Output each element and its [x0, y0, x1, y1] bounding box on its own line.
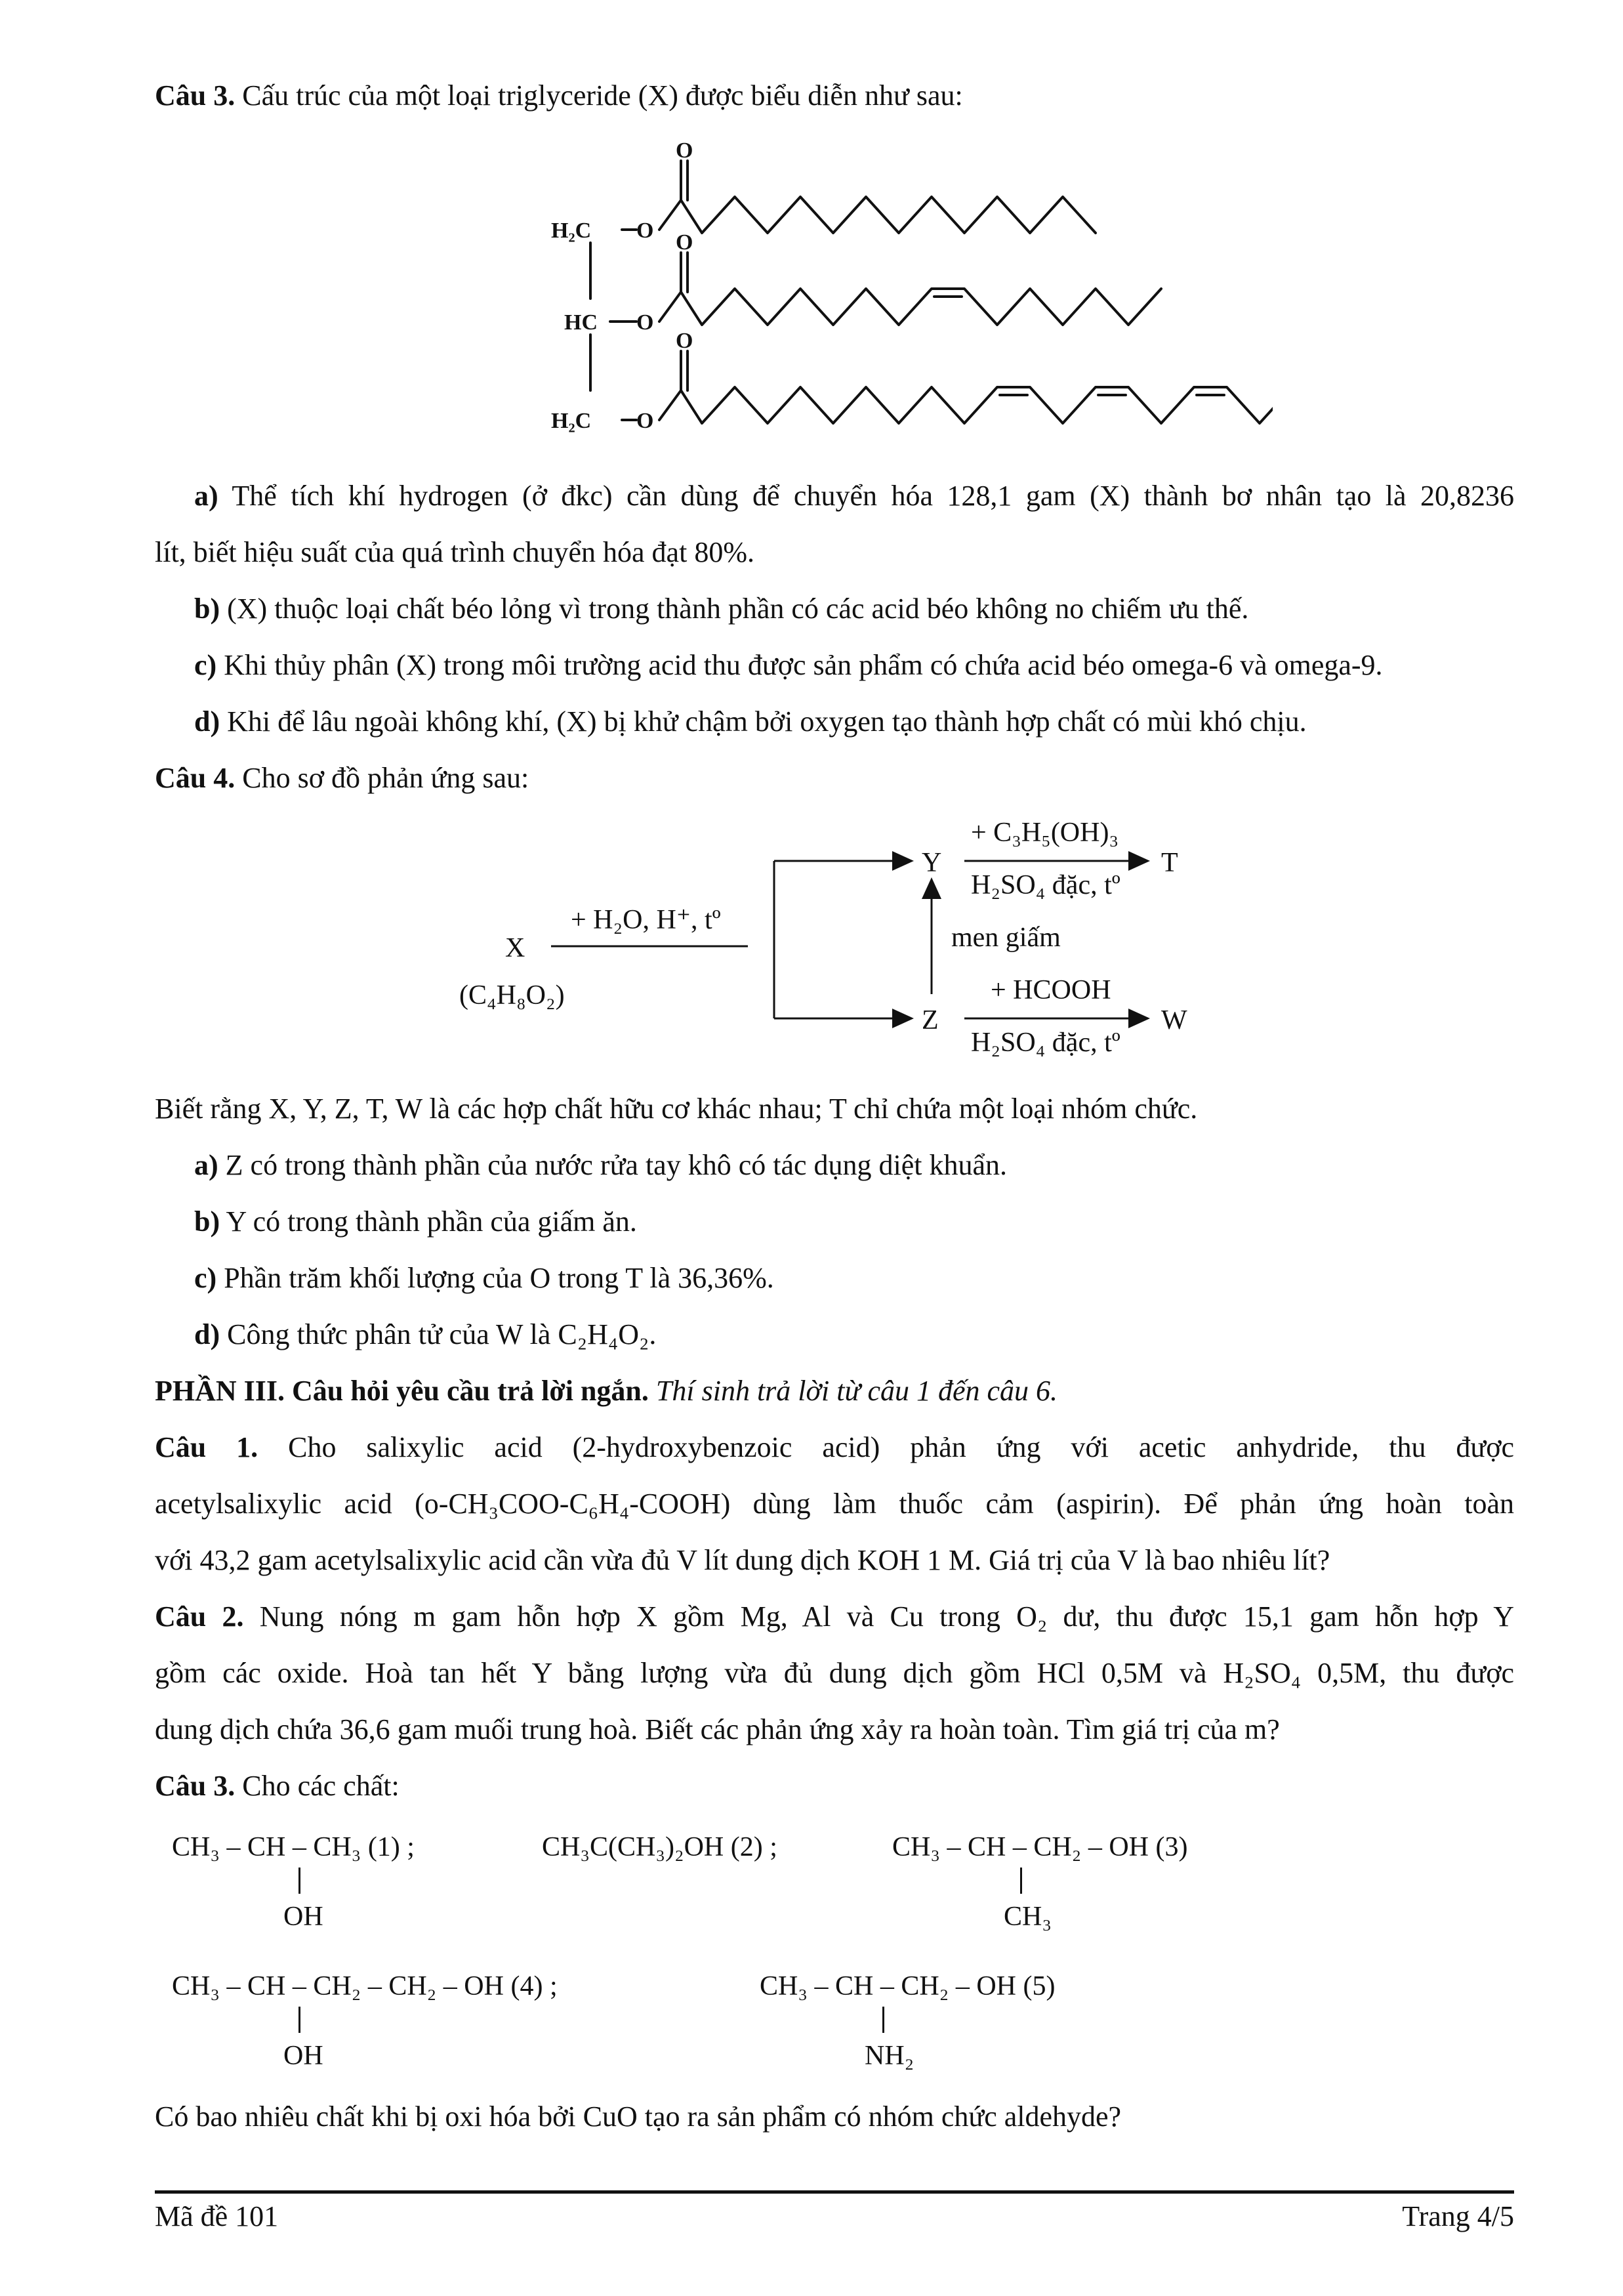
- q4-b-text: Y có trong thành phần của giấm ăn.: [226, 1205, 637, 1238]
- p3q2-line2: gồm các oxide. Hoà tan hết Y bằng lượng vừa đủ dung dịch gồm HCl 0,5M và H₂SO₄ 0,5M, thu được: [155, 1657, 1514, 1689]
- compound-4-substituent: OH: [283, 2041, 323, 2071]
- compound-3-bond: [1020, 1868, 1022, 1894]
- reaction-scheme: [446, 807, 1233, 1083]
- compound-4-bond: [298, 2007, 300, 2033]
- row3-carbonyl-oxygen: O: [676, 329, 693, 353]
- q4-stem: [155, 760, 529, 797]
- q3-a-text1: Thể tích khí hydrogen (ở đkc) cần dùng để chuyển hóa 128,1 gam (X) thành bơ nhân tạo là 20,8236: [232, 480, 1514, 512]
- p3q1-line2: acetylsalixylic acid (o-CH₃COO-C₆H₄-COOH) dùng làm thuốc cảm (aspirin). Để phản ứng hoàn toàn: [155, 1488, 1514, 1520]
- q4-option-d: [194, 1316, 656, 1353]
- p3q1-text1: Cho salixylic acid (2-hydroxybenzoic acid) phản ứng với acetic anhydride, thu được: [288, 1431, 1515, 1463]
- row2-ester-oxygen: O: [636, 310, 654, 335]
- q3-b-text: (X) thuộc loại chất béo lỏng vì trong thành phần có các acid béo không no chiếm ưu thế.: [227, 593, 1249, 625]
- scheme-z: Z: [922, 1005, 939, 1035]
- footer-divider: [155, 2190, 1514, 2194]
- q3-d-text: Khi để lâu ngoài không khí, (X) bị khử chậm bởi oxygen tạo thành hợp chất có mùi khó chịu.: [227, 705, 1307, 738]
- part3-heading: PHẦN III. Câu hỏi yêu cầu trả lời ngắn.: [155, 1375, 649, 1407]
- p3q1-label: Câu 1.: [155, 1431, 258, 1463]
- scheme-enzyme: men giấm: [951, 923, 1061, 953]
- scheme-x: X: [505, 933, 525, 963]
- scheme-y-reagent-top: + C₃H₅(OH)₃: [971, 818, 1119, 848]
- q3-label: Câu 3.: [155, 79, 236, 112]
- q3-option-b: [194, 591, 1248, 627]
- compound-5-substituent: NH₂: [865, 2041, 914, 2071]
- triglyceride-structure: [538, 135, 1273, 449]
- q3-option-d: [194, 703, 1307, 740]
- footer-page-number: Trang 4/5: [1402, 2200, 1514, 2232]
- q4-option-b: [194, 1203, 637, 1240]
- compound-2: CH₃C(CH₃)₂OH (2) ;: [542, 1832, 777, 1862]
- part3-instruction: Thí sinh trả lời từ câu 1 đến câu 6.: [655, 1375, 1058, 1407]
- q4-c-text: Phần trăm khối lượng của O trong T là 36,36%.: [224, 1262, 774, 1294]
- q4-c-label: c): [194, 1262, 217, 1294]
- row2-carbon: HC: [564, 310, 598, 335]
- compound-3: CH₃ – CH – CH₂ – OH (3): [892, 1832, 1188, 1862]
- q3-option-c: [194, 647, 1383, 684]
- q4-option-c: [194, 1260, 774, 1297]
- q4-a-label: a): [194, 1149, 218, 1181]
- q3-c-text: Khi thủy phân (X) trong môi trường acid thu được sản phẩm có chứa acid béo omega-6 và omega-9.: [224, 649, 1383, 681]
- row3-carbon: H₂C: [551, 409, 592, 433]
- compound-1: CH₃ – CH – CH₃ (1) ;: [172, 1832, 415, 1862]
- p3q1-line1: [155, 1429, 1514, 1466]
- part3-header: [155, 1373, 1058, 1409]
- scheme-z-reagent-bottom: H₂SO₄ đặc, tº: [971, 1028, 1120, 1058]
- compound-5-bond: [882, 2007, 884, 2033]
- row1-ester-oxygen: O: [636, 219, 654, 243]
- row2-carbonyl-oxygen: O: [676, 230, 693, 255]
- scheme-z-reagent-top: + HCOOH: [991, 975, 1111, 1005]
- scheme-y-reagent-bottom: H₂SO₄ đặc, tº: [971, 870, 1120, 900]
- p3q1-line3: với 43,2 gam acetylsalixylic acid cần vừa đủ V lít dung dịch KOH 1 M. Giá trị của V là bao nhiêu lít?: [155, 1544, 1330, 1576]
- q3-text: Cấu trúc của một loại triglyceride (X) được biểu diễn như sau:: [242, 79, 963, 112]
- p3q2-line3: dung dịch chứa 36,6 gam muối trung hoà. Biết các phản ứng xảy ra hoàn toàn. Tìm giá trị của m?: [155, 1713, 1280, 1745]
- footer-exam-code: Mã đề 101: [155, 2200, 279, 2232]
- p3q2-text1: Nung nóng m gam hỗn hợp X gồm Mg, Al và Cu trong O₂ dư, thu được 15,1 gam hỗn hợp Y: [259, 1600, 1515, 1633]
- q4-text: Cho sơ đồ phản ứng sau:: [242, 762, 529, 794]
- q3-c-label: c): [194, 649, 217, 681]
- scheme-t: T: [1161, 848, 1178, 878]
- q3-option-a-line2: lít, biết hiệu suất của quá trình chuyển hóa đạt 80%.: [155, 536, 754, 568]
- q3-a-label: a): [194, 480, 218, 512]
- q4-a-text: Z có trong thành phần của nước rửa tay khô có tác dụng diệt khuẩn.: [225, 1149, 1008, 1181]
- p3q3-stem: [155, 1768, 400, 1805]
- compound-4: CH₃ – CH – CH₂ – CH₂ – OH (4) ;: [172, 1971, 558, 2001]
- row1-carbon: H₂C: [551, 219, 592, 243]
- q4-d-text: Công thức phân tử của W là C₂H₄O₂.: [227, 1318, 657, 1350]
- p3q3-question: Có bao nhiêu chất khi bị oxi hóa bởi CuO tạo ra sản phẩm có nhóm chức aldehyde?: [155, 2100, 1122, 2133]
- q3-d-label: d): [194, 705, 220, 738]
- p3q3-text: Cho các chất:: [242, 1770, 400, 1802]
- p3q3-label: Câu 3.: [155, 1770, 236, 1802]
- q4-label: Câu 4.: [155, 762, 236, 794]
- q4-b-label: b): [194, 1205, 220, 1238]
- scheme-x-reagent: + H₂O, H⁺, tº: [571, 905, 721, 935]
- p3q2-line1: [155, 1598, 1514, 1635]
- q3-option-a-line1: [194, 478, 1514, 514]
- scheme-x-formula: (C₄H₈O₂): [459, 980, 565, 1011]
- compound-5: CH₃ – CH – CH₂ – OH (5): [760, 1971, 1056, 2001]
- scheme-y: Y: [922, 848, 942, 878]
- q4-option-a: [194, 1147, 1007, 1184]
- q3-stem: [155, 77, 963, 114]
- q3-b-label: b): [194, 593, 220, 625]
- p3q2-label: Câu 2.: [155, 1600, 244, 1633]
- q4-note: Biết rằng X, Y, Z, T, W là các hợp chất hữu cơ khác nhau; T chỉ chứa một loại nhóm chức.: [155, 1093, 1198, 1125]
- compound-1-substituent: OH: [283, 1902, 323, 1932]
- q4-d-label: d): [194, 1318, 220, 1350]
- row3-ester-oxygen: O: [636, 409, 654, 433]
- compound-1-bond: [298, 1868, 300, 1894]
- row1-carbonyl-oxygen: O: [676, 138, 693, 163]
- scheme-w: W: [1161, 1005, 1187, 1035]
- compound-3-substituent: CH₃: [1004, 1902, 1052, 1932]
